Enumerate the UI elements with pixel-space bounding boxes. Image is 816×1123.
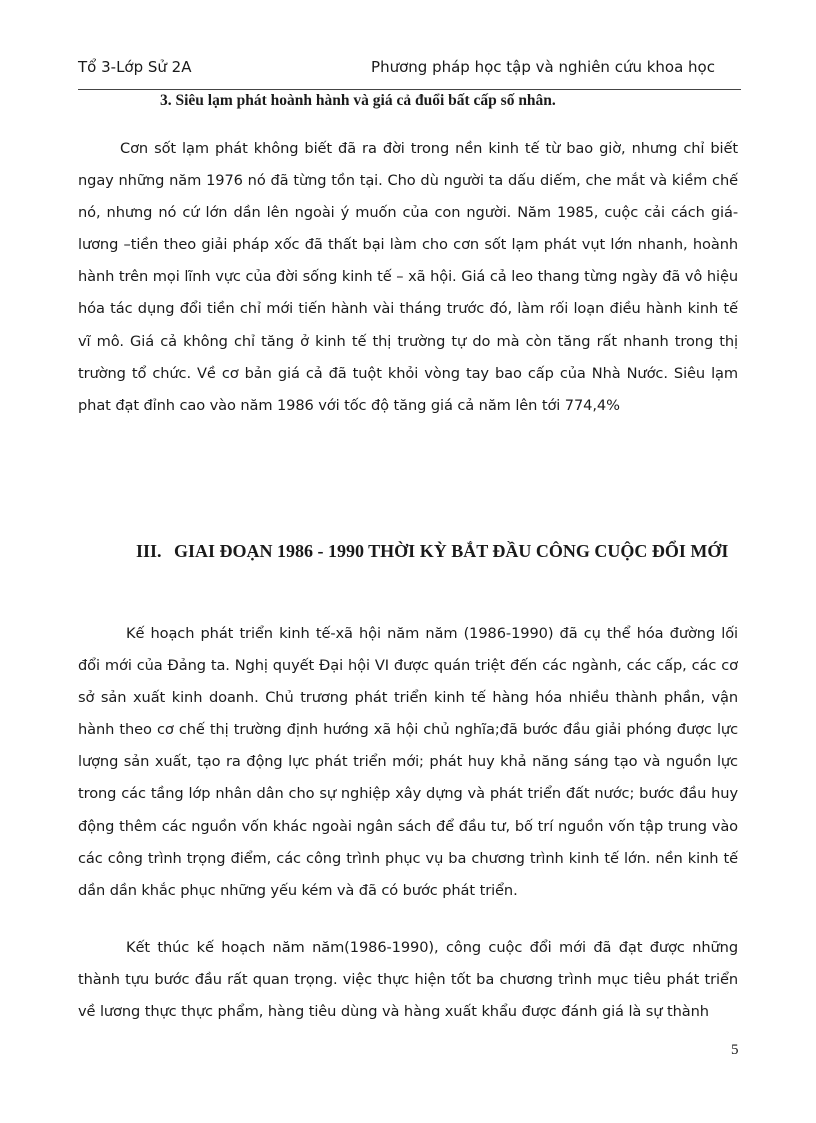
header-right-text: Phương pháp học tập và nghiên cứu khoa học (371, 58, 715, 76)
section-iii-paragraph-2: Kết thúc kế hoạch năm năm(1986-1990), công cuộc đổi mới đã đạt được những thành tựu bước đầu rất quan trọng. việc thực hiện tốt ba chương trình mục tiêu phát triển về lương thực thực phẩm, hàng tiêu dùng và hàng xuất khẩu được đánh giá là sự thành (78, 939, 738, 1021)
section-3-title: 3. Siêu lạm phát hoành hành và giá cả đuổi bất cấp số nhân. (160, 92, 556, 109)
section-iii-title: GIAI ĐOẠN 1986 - 1990 THỜI KỲ BẮT ĐẦU CÔNG CUỘC ĐỔI MỚI (174, 541, 729, 561)
section-iii-paragraph-1: Kế hoạch phát triển kinh tế-xã hội năm năm (1986-1990) đã cụ thể hóa đường lối đổi mới của Đảng ta. Nghị quyết Đại hội VI được quán triệt đến các ngành, các cấp, các cơ sở sản xuất kinh doanh. Chủ trương phát triển kinh tế hàng hóa nhiều thành phần, vận hành theo cơ chế thị trường định hướng xã hội chủ nghĩa;đã bước đầu giải phóng được lực lượng sản xuất, tạo ra động lực phát triển mới; phát huy khả năng sáng tạo và nguồn lực trong các tầng lớp nhân dân cho sự nghiệp xây dựng và phát triển đất nước; bước đầu huy động thêm các nguồn vốn khác ngoài ngân sách để đầu tư, bố trí nguồn vốn tập trung vào các công trình trọng điểm, các công trình phục vụ ba chương trình kinh tế lớn. nền kinh tế dần dần khắc phục những yếu kém và đã có bước phát triển. (78, 625, 738, 899)
page-number: 5 (731, 1042, 739, 1058)
header-left-text: Tổ 3-Lớp Sử 2A (78, 58, 192, 76)
section-iii-number: III. (136, 541, 162, 561)
section-iii-heading (136, 532, 746, 570)
section-3-paragraph: Cơn sốt lạm phát không biết đã ra đời trong nền kinh tế từ bao giờ, nhưng chỉ biết ngay những năm 1976 nó đã từng tồn tại. Cho dù người ta dấu diếm, che mắt và kiềm chế nó, nhưng nó cứ lớn dần lên ngoài ý muốn của con người. Năm 1985, cuộc cải cách giá- lương –tiền theo giải pháp xốc đã thất bại làm cho cơn sốt lạm phát vụt lớn nhanh, hoành hành trên mọi lĩnh vực của đời sống kinh tế – xã hội. Giá cả leo thang từng ngày đã vô hiệu hóa tác dụng đổi tiền chỉ mới tiến hành vài tháng trước đó, làm rối loạn điều hành kinh tế vĩ mô. Giá cả không chỉ tăng ở kinh tế thị trường tự do mà còn tăng rất nhanh trong thị trường tổ chức. Về cơ bản giá cả đã tuột khỏi vòng tay bao cấp của Nhà Nước. Siêu lạm phat đạt đỉnh cao vào năm 1986 với tốc độ tăng giá cả năm lên tới 774,4% (78, 140, 738, 414)
page-header (78, 56, 741, 90)
